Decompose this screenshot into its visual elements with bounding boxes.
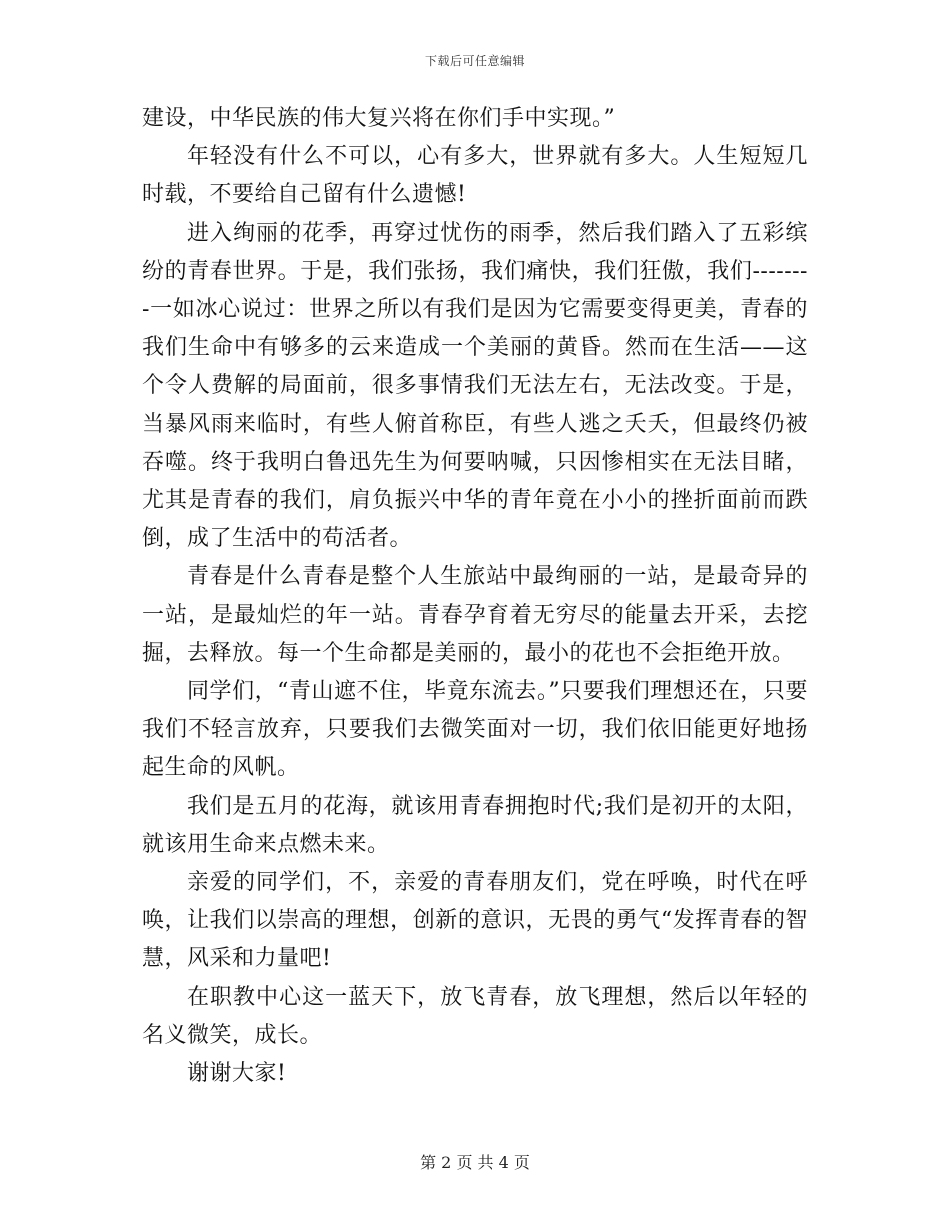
paragraph-closing: 谢谢大家!: [187, 1061, 287, 1087]
document-body: [142, 100, 808, 1093]
page-number: 第 2 页 共 4 页: [420, 1153, 530, 1172]
paragraph: 同学们，“青山遮不住，毕竟东流去。”只要我们理想还在，只要我们不轻言放弃，只要我们去微笑面对一切，我们依旧能更好地扬起生命的风帆。: [142, 679, 808, 781]
paragraph-continuation: 建设，中华民族的伟大复兴将在你们手中实现。”: [142, 106, 616, 131]
paragraph: 在职教中心这一蓝天下，放飞青春，放飞理想，然后以年轻的名义微笑，成长。: [142, 984, 808, 1048]
paragraph: 青春是什么青春是整个人生旅站中最绚丽的一站，是最奇异的一站，是最灿烂的年一站。青春孕育着无穷尽的能量去开采，去挖掘，去释放。每一个生命都是美丽的，最小的花也不会拒绝开放。: [142, 564, 808, 666]
paragraph: 我们是五月的花海，就该用青春拥抱时代;我们是初开的太阳，就该用生命来点燃未来。: [142, 793, 808, 857]
paragraph: 进入绚丽的花季，再穿过忧伤的雨季，然后我们踏入了五彩缤纷的青春世界。于是，我们张扬，我们痛快，我们狂傲，我们--------一如冰心说过：世界之所以有我们是因为它需要变得更美，青春的我们生命中有够多的云来造成一个美丽的黄昏。然而在生活——这个令人费解的局面前，很多事情我们无法左右，无法改变。于是，当暴风雨来临时，有些人俯首称臣，有些人逃之夭夭，但最终仍被吞噬。终于我明白鲁迅先生为何要呐喊，只因惨相实在无法目睹，尤其是青春的我们，肩负振兴中华的青年竟在小小的挫折面前而跌倒，成了生活中的苟活者。: [142, 220, 808, 552]
paragraph: 年轻没有什么不可以，心有多大，世界就有多大。人生短短几时载，不要给自己留有什么遗憾!: [142, 144, 808, 208]
page-header: 下载后可任意编辑: [424, 54, 525, 68]
paragraph: 亲爱的同学们，不，亲爱的青春朋友们，党在呼唤，时代在呼唤，让我们以崇高的理想，创新的意识，无畏的勇气“发挥青春的智慧，风采和力量吧!: [142, 870, 808, 972]
